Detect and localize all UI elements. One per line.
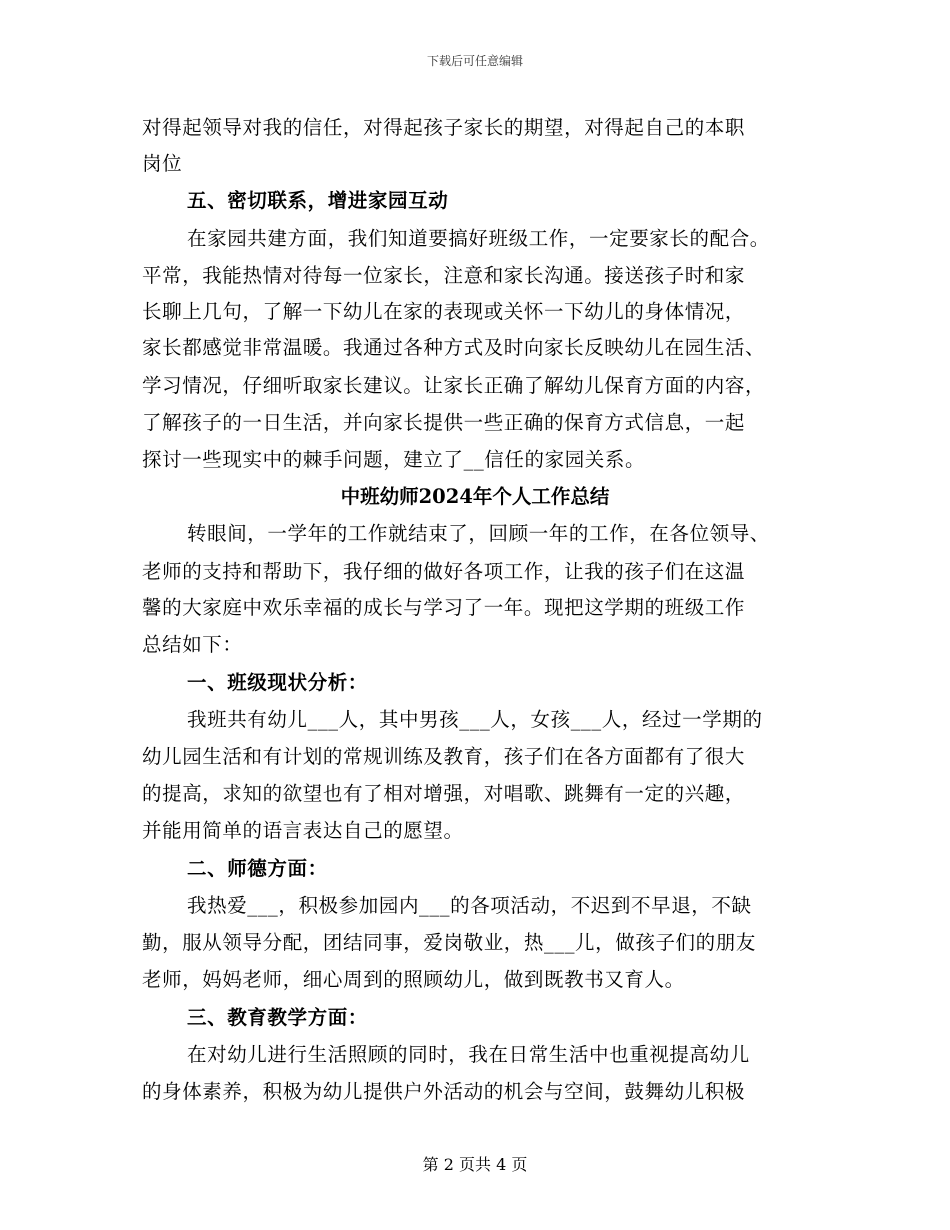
section-heading: 二、师德方面：: [187, 857, 328, 880]
page-header: 下载后可任意编辑: [426, 54, 523, 68]
body-line: 在对幼儿进行生活照顾的同时，我在日常生活中也重视提高幼儿: [187, 1043, 750, 1066]
section-heading: 五、密切联系，增进家园互动: [187, 189, 449, 212]
body-line: 平常，我能热情对待每一位家长，注意和家长沟通。接送孩子时和家: [142, 264, 746, 287]
section-heading: 三、教育教学方面：: [187, 1006, 368, 1029]
document-title: 中班幼师2024年个人工作总结: [340, 485, 610, 508]
body-line: 我班共有幼儿___人，其中男孩___人，女孩___人，经过一学期的: [187, 708, 763, 731]
body-line: 在家园共建方面，我们知道要搞好班级工作，一定要家长的配合。: [187, 227, 770, 250]
body-line: 了解孩子的一日生活，并向家长提供一些正确的保育方式信息，一起: [142, 411, 746, 434]
body-line: 转眼间，一学年的工作就结束了，回顾一年的工作，在各位领导、: [187, 522, 770, 545]
body-line: 学习情况，仔细听取家长建议。让家长正确了解幼儿保育方面的内容，: [142, 374, 766, 397]
page-number: 第 2 页共 4 页: [422, 1155, 528, 1174]
body-line: 家长都感觉非常温暖。我通过各种方式及时向家长反映幼儿在园生活、: [142, 336, 766, 359]
section-heading: 一、班级现状分析：: [187, 671, 368, 694]
body-line: 我热爱___，积极参加园内___的各项活动，不迟到不早退，不缺: [187, 894, 752, 917]
body-line: 总结如下：: [142, 633, 243, 656]
body-line: 幼儿园生活和有计划的常规训练及教育，孩子们在各方面都有了很大: [142, 745, 746, 768]
body-line: 对得起领导对我的信任，对得起孩子家长的期望，对得起自己的本职: [142, 116, 746, 139]
body-line: 老师的支持和帮助下，我仔细的做好各项工作，让我的孩子们在这温: [142, 560, 746, 583]
body-line: 岗位: [142, 152, 183, 175]
body-line: 长聊上几句，了解一下幼儿在家的表现或关怀一下幼儿的身体情况，: [142, 300, 746, 323]
body-line: 老师，妈妈老师，细心周到的照顾幼儿，做到既教书又育人。: [142, 968, 685, 991]
body-line: 的身体素养，积极为幼儿提供户外活动的机会与空间，鼓舞幼儿积极: [142, 1080, 746, 1103]
body-line: 的提高，求知的欲望也有了相对增强，对唱歌、跳舞有一定的兴趣，: [142, 782, 746, 805]
body-line: 探讨一些现实中的棘手问题，建立了__信任的家园关系。: [142, 448, 646, 471]
body-line: 勤，服从领导分配，团结同事，爱岗敬业，热___儿，做孩子们的朋友: [142, 931, 756, 954]
body-line: 馨的大家庭中欢乐幸福的成长与学习了一年。现把这学期的班级工作: [142, 596, 746, 619]
body-line: 并能用简单的语言表达自己的愿望。: [142, 819, 464, 842]
